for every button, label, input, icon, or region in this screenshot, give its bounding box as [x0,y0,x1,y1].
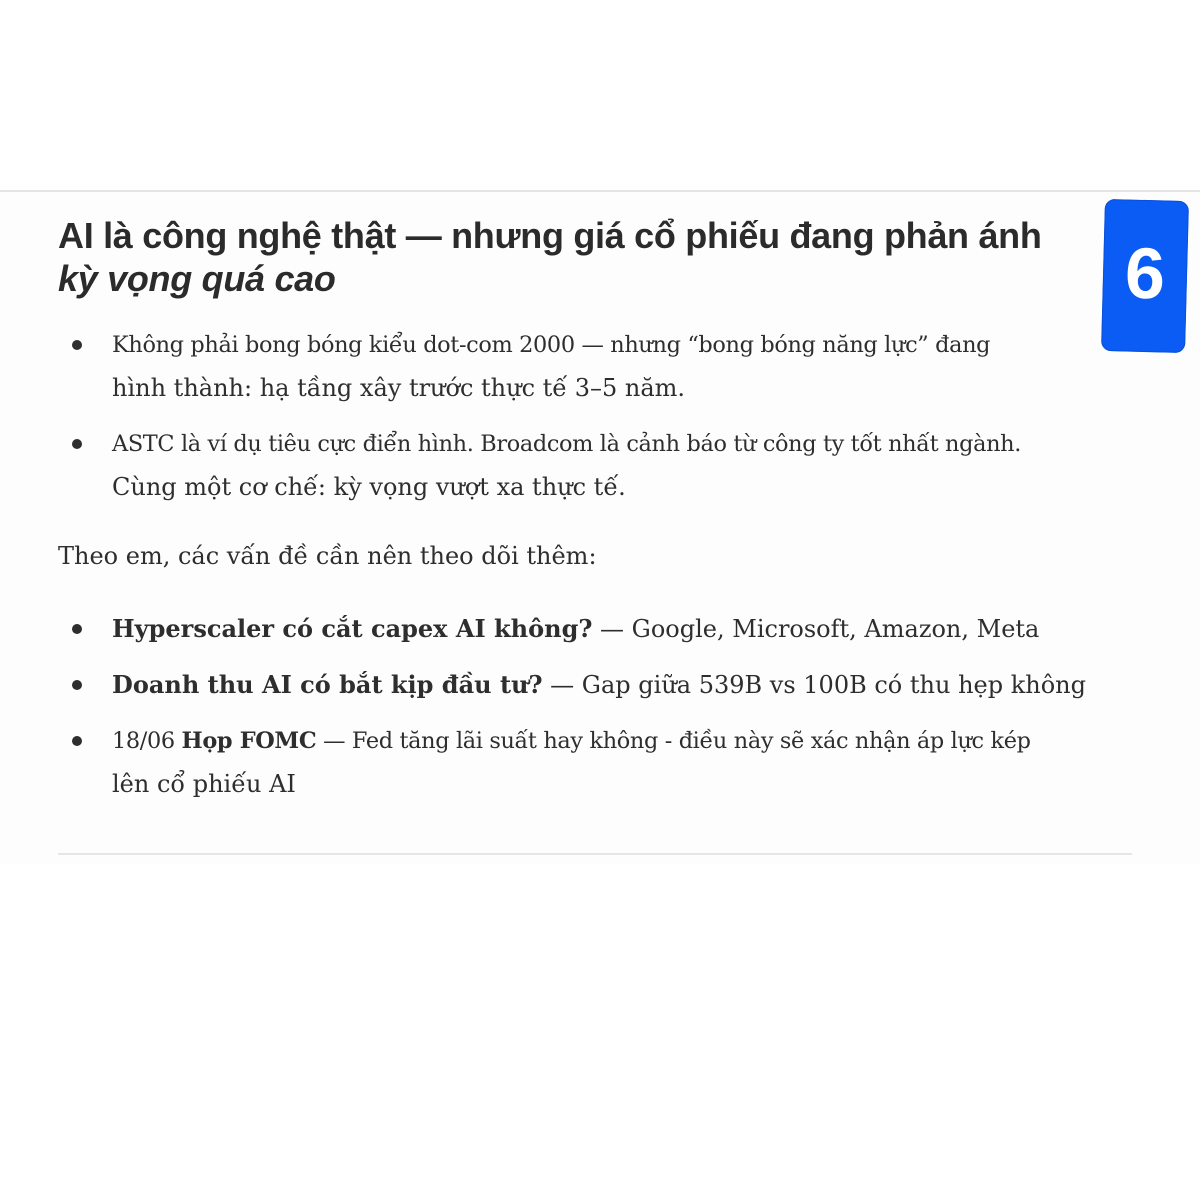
watch-item-3-text: — Fed tăng lãi suất hay không - điều này sẽ xác nhận áp lực kép [316,728,1031,754]
slide-number: 6 [1123,233,1167,315]
bullet-dot-icon [72,439,82,449]
watch-item-3-title: Họp FOMC [181,728,317,754]
watch-intro: Theo em, các vấn đề cần nên theo dõi thêm: [58,542,597,570]
bottom-divider [58,853,1132,855]
list-item [58,323,1138,410]
summary-point-2-line-1: ASTC là ví dụ tiêu cực điển hình. Broadcom là cảnh báo từ công ty tốt nhất ngành. [112,431,1021,457]
list-item [58,422,1138,509]
slide-headline [58,214,1108,300]
watch-item-2-title: Doanh thu AI có bắt kịp đầu tư? [112,670,543,699]
summary-point-1-line-1: Không phải bong bóng kiểu dot-com 2000 — nhưng “bong bóng năng lực” đang [112,332,991,358]
summary-point-1-line-2: hình thành: hạ tầng xây trước thực tế 3–5 năm. [112,374,686,402]
watch-item-2-text: — Gap giữa 539B vs 100B có thu hẹp không [542,671,1086,699]
summary-point-2-line-2: Cùng một cơ chế: kỳ vọng vượt xa thực tế. [112,473,626,501]
bullet-dot-icon [72,340,82,350]
headline-line-1: AI là công nghệ thật — nhưng giá cổ phiếu đang phản ánh [58,215,1042,256]
watch-item-3-line-2: lên cổ phiếu AI [112,770,296,798]
watch-item-1-text: — Google, Microsoft, Amazon, Meta [592,615,1040,643]
watch-list [58,607,1138,818]
watch-item-1-title: Hyperscaler có cắt capex AI không? [112,614,593,643]
watch-item-3-date: 18/06 [112,728,182,754]
list-item [58,607,1138,651]
headline-line-2: kỳ vọng quá cao [58,258,336,299]
bullet-dot-icon [72,624,82,634]
bullet-dot-icon [72,736,82,746]
summary-list [58,323,1138,521]
list-item [58,663,1138,707]
list-item [58,719,1138,806]
bullet-dot-icon [72,680,82,690]
